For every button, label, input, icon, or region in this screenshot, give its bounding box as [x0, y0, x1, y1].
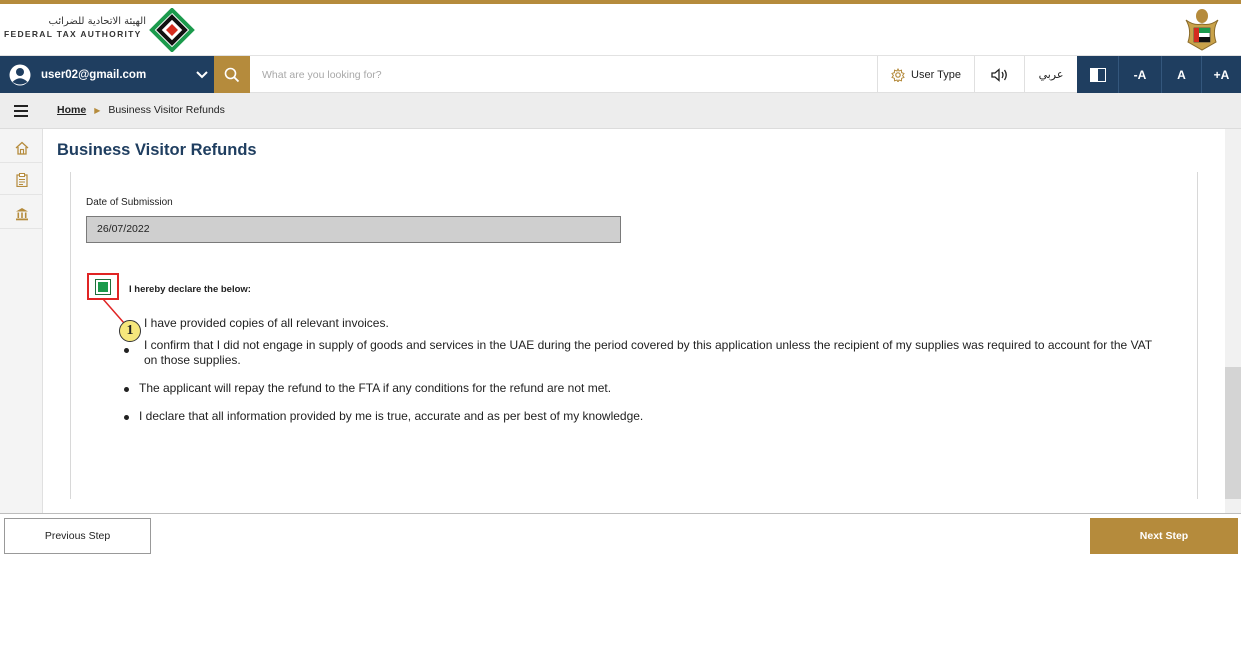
breadcrumb-bar [0, 93, 1241, 129]
checkbox-checked-mark [98, 282, 108, 292]
text-to-speech-button[interactable] [974, 56, 1024, 93]
search-input[interactable] [262, 65, 822, 85]
uae-emblem-icon [1178, 6, 1226, 54]
list-item: The applicant will repay the refund to the FTA if any conditions for the refund are not met. [124, 381, 611, 396]
list-item: I confirm that I did not engage in supply of goods and services in the UAE during the period covered by this application unless the recipient of my supplies was required to account for the VAT on those supplies. [124, 338, 1164, 368]
bank-icon [15, 207, 29, 221]
nav-bar [0, 56, 1241, 93]
user-avatar-icon [9, 64, 31, 86]
date-of-submission-field: 26/07/2022 [86, 216, 621, 243]
sidebar-item-home[interactable] [0, 133, 43, 163]
breadcrumb-home-link[interactable]: Home [57, 104, 87, 116]
fta-logo-mark-icon[interactable] [148, 8, 196, 52]
list-item: I have provided copies of all relevant invoices. [144, 316, 389, 330]
sidebar-item-bank[interactable] [0, 199, 43, 229]
logo-arabic-text: الهيئة الاتحادية للضرائب [48, 16, 146, 27]
breadcrumb-current: Business Visitor Refunds [108, 104, 225, 116]
page-title: Business Visitor Refunds [57, 141, 257, 159]
contrast-toggle-button[interactable] [1077, 56, 1118, 93]
home-icon [15, 141, 29, 155]
chevron-down-icon [196, 71, 208, 79]
speaker-icon [991, 68, 1009, 82]
user-menu-dropdown[interactable] [0, 56, 214, 93]
callout-number-badge: 1 [119, 320, 141, 342]
declare-checkbox-label: I hereby declare the below: [129, 284, 251, 295]
search-icon [224, 67, 240, 83]
previous-step-button[interactable]: Previous Step [4, 518, 151, 554]
date-of-submission-label: Date of Submission [86, 197, 173, 208]
font-normal-button[interactable]: A [1161, 56, 1201, 93]
font-increase-button[interactable]: +A [1201, 56, 1241, 93]
clipboard-icon [16, 173, 28, 187]
user-email: user02@gmail.com [41, 68, 147, 81]
breadcrumb [57, 104, 225, 116]
breadcrumb-separator-icon: ▶ [94, 105, 101, 115]
hamburger-menu-icon[interactable] [14, 105, 28, 117]
logo-english-text: FEDERAL TAX AUTHORITY [4, 29, 142, 39]
gear-icon [891, 68, 905, 82]
user-type-button[interactable] [877, 56, 974, 93]
next-step-button[interactable]: Next Step [1090, 518, 1238, 554]
declare-checkbox[interactable] [95, 279, 111, 295]
fta-logo-text[interactable] [4, 16, 146, 40]
list-item: I declare that all information provided by me is true, accurate and as per best of my knowledge. [124, 409, 643, 424]
search-button[interactable] [214, 56, 250, 93]
sidebar-item-clipboard[interactable] [0, 165, 43, 195]
sidebar [0, 129, 43, 513]
language-label: عربي [1038, 68, 1064, 81]
user-type-label: User Type [911, 68, 961, 81]
font-decrease-button[interactable]: -A [1118, 56, 1161, 93]
contrast-icon [1090, 68, 1106, 82]
scrollbar-thumb[interactable] [1225, 367, 1241, 499]
site-header [0, 4, 1241, 56]
wizard-footer [0, 513, 1241, 558]
language-toggle[interactable] [1024, 56, 1077, 93]
